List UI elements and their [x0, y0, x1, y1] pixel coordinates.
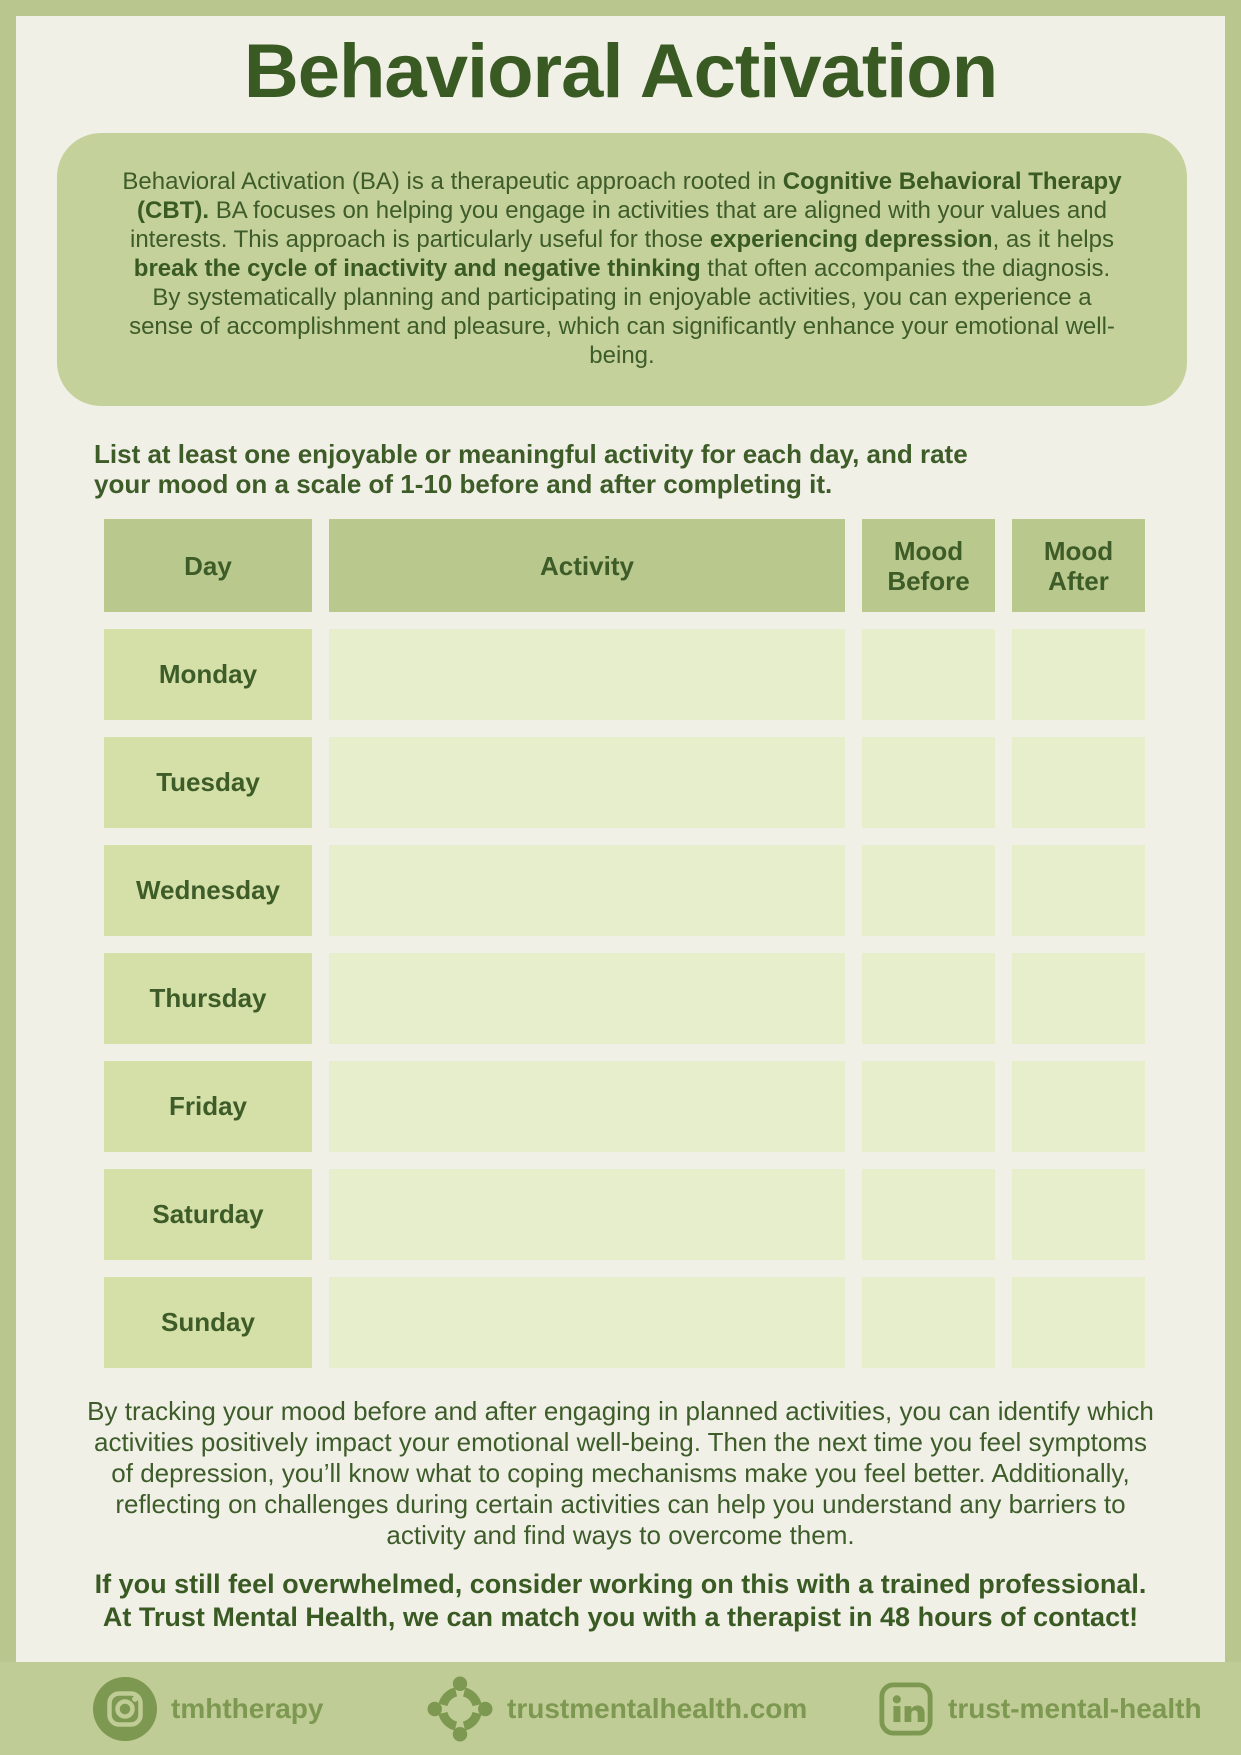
day-cell: Thursday [104, 953, 312, 1044]
instagram-handle: tmhtherapy [171, 1692, 324, 1724]
mood-after-input-cell[interactable] [1012, 1169, 1145, 1260]
activity-input-cell[interactable] [329, 737, 845, 828]
day-cell: Wednesday [104, 845, 312, 936]
mood-after-input-cell[interactable] [1012, 845, 1145, 936]
worksheet-content [16, 16, 1225, 1662]
column-header-mood-after: Mood After [1012, 519, 1145, 612]
activity-input-cell[interactable] [329, 1169, 845, 1260]
intro-box [57, 133, 1187, 406]
mood-before-input-cell[interactable] [862, 845, 995, 936]
mood-before-input-cell[interactable] [862, 737, 995, 828]
instruction-text: List at least one enjoyable or meaningful activity for each day, and rate your mood on a scale of 1-10 before and after completing it. [94, 439, 968, 499]
website-link[interactable] [427, 1662, 807, 1755]
day-cell: Monday [104, 629, 312, 720]
linkedin-icon [878, 1681, 934, 1737]
mood-after-input-cell[interactable] [1012, 1277, 1145, 1368]
linkedin-handle: trust-mental-health [948, 1692, 1202, 1724]
mood-before-input-cell[interactable] [862, 953, 995, 1044]
mood-after-input-cell[interactable] [1012, 737, 1145, 828]
day-cell: Tuesday [104, 737, 312, 828]
activity-input-cell[interactable] [329, 629, 845, 720]
activity-table [104, 519, 1145, 1368]
mood-before-input-cell[interactable] [862, 1061, 995, 1152]
instagram-icon [93, 1677, 157, 1741]
day-cell: Friday [104, 1061, 312, 1152]
activity-input-cell[interactable] [329, 953, 845, 1044]
linkedin-link[interactable] [878, 1662, 1202, 1755]
mood-before-input-cell[interactable] [862, 629, 995, 720]
people-circle-logo [427, 1676, 493, 1742]
mood-after-input-cell[interactable] [1012, 953, 1145, 1044]
column-header-day: Day [104, 519, 312, 612]
outro-text: By tracking your mood before and after engaging in planned activities, you can identify which activities positively impact your emotional well-being. Then the next time you feel symptoms of depression, you’ll know what to coping mechanisms make you feel better. Additionally, reflecting on challenges during certain activities can help you understand any barriers to activity and find ways to overcome them. [87, 1396, 1154, 1550]
cta-text [41, 1568, 1201, 1634]
cta-line-1: If you still feel overwhelmed, consider working on this with a trained professional. [94, 1569, 1147, 1599]
footer-band [0, 1662, 1241, 1755]
column-header-mood-before: Mood Before [862, 519, 995, 612]
day-cell: Sunday [104, 1277, 312, 1368]
day-cell: Saturday [104, 1169, 312, 1260]
mood-after-input-cell[interactable] [1012, 1061, 1145, 1152]
page-title: Behavioral Activation [243, 29, 998, 114]
intro-text: Behavioral Activation (BA) is a therapeutic approach rooted in Cognitive Behavioral Therapy (CBT). BA focuses on helping you engage in activities that are aligned with your values and interests. This approach is particularly useful for those experiencing depression, as it helps break the cycle of inactivity and negative thinking that often accompanies the diagnosis. By systematically planning and participating in enjoyable activities, you can experience a sense of accomplishment and pleasure, which can significantly enhance your emotional well-being. [122, 168, 1122, 369]
column-header-activity: Activity [329, 519, 845, 612]
cta-line-2: At Trust Mental Health, we can match you with a therapist in 48 hours of contact! [102, 1602, 1139, 1632]
mood-after-input-cell[interactable] [1012, 629, 1145, 720]
activity-input-cell[interactable] [329, 845, 845, 936]
instagram-link[interactable] [93, 1662, 323, 1755]
website-label: trustmentalhealth.com [507, 1692, 808, 1724]
activity-input-cell[interactable] [329, 1277, 845, 1368]
mood-before-input-cell[interactable] [862, 1277, 995, 1368]
mood-before-input-cell[interactable] [862, 1169, 995, 1260]
activity-input-cell[interactable] [329, 1061, 845, 1152]
